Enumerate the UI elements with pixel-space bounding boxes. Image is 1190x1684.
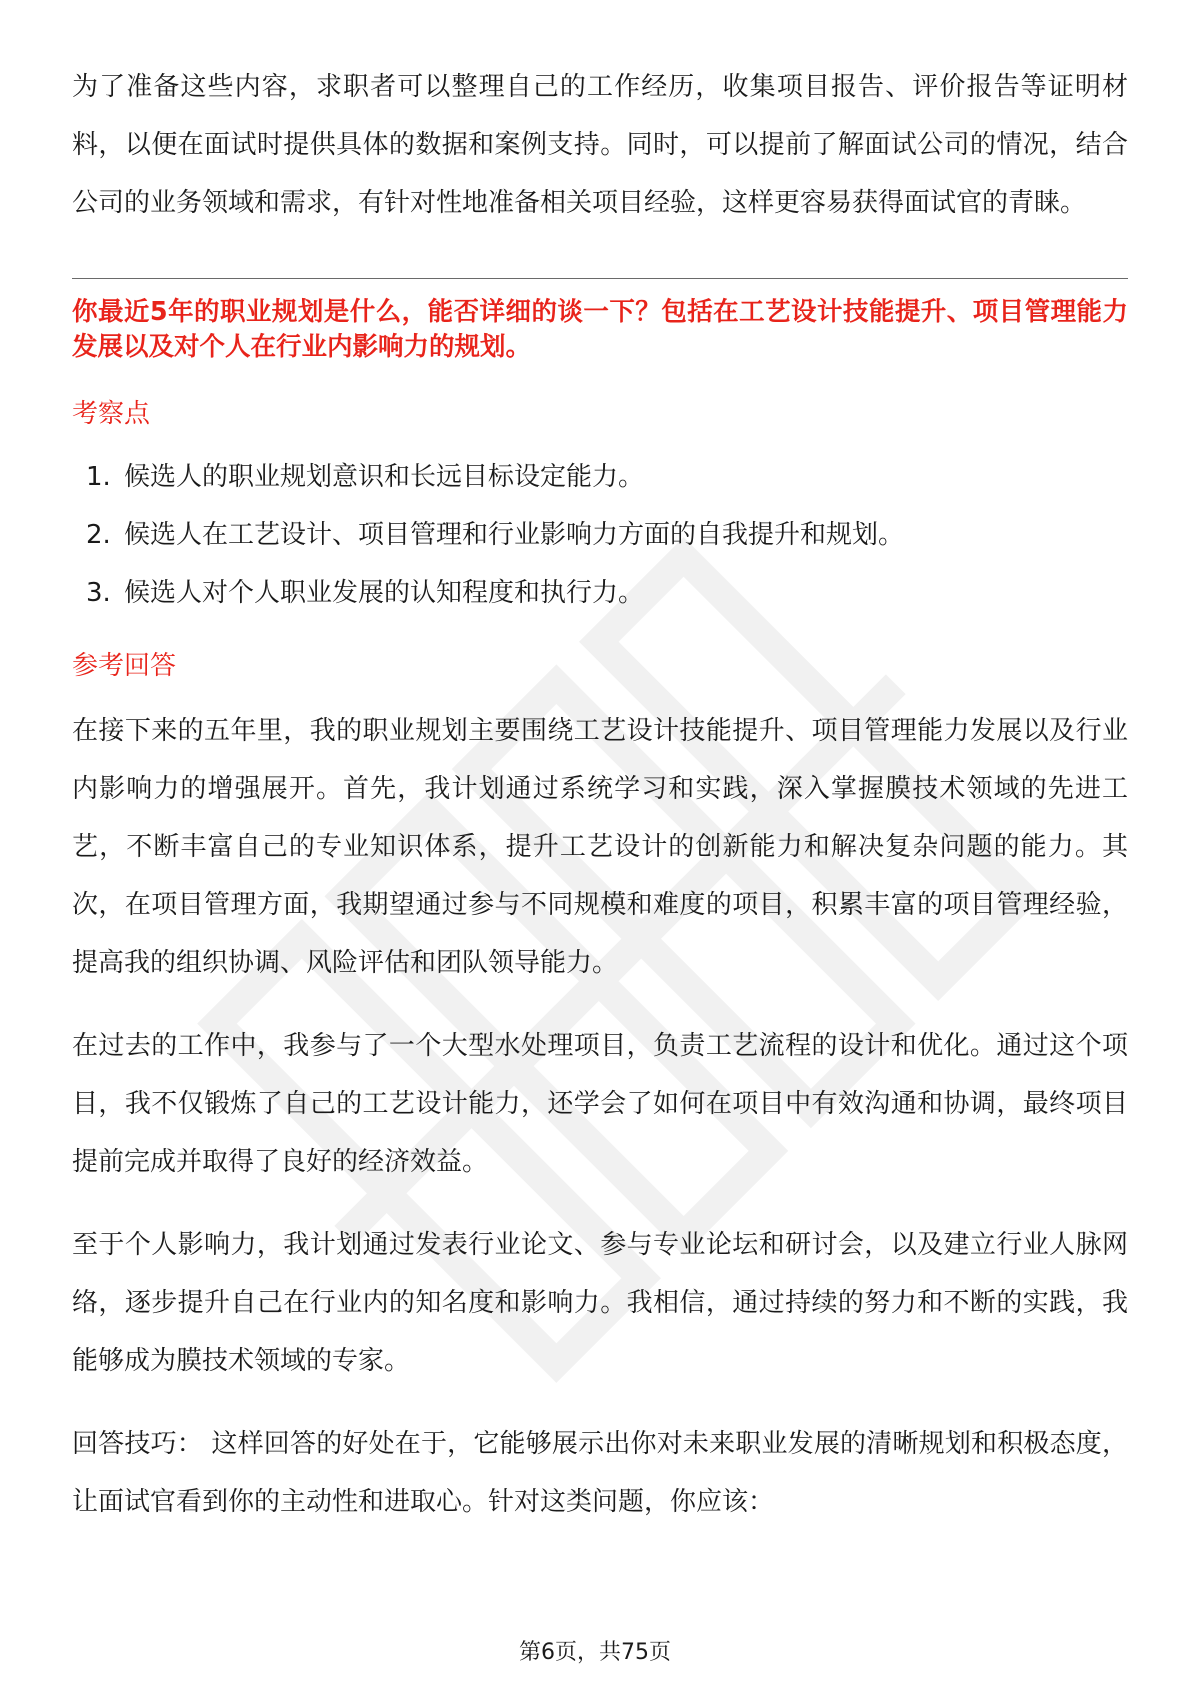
focus-list — [72, 448, 1128, 622]
question-heading: 你最近5年的职业规划是什么，能否详细的谈一下？包括在工艺设计技能提升、项目管理能力发展以及对个人在行业内影响力的规划。 — [72, 297, 1128, 362]
list-item — [86, 564, 1128, 622]
page-content — [72, 58, 1128, 1531]
list-item-text: 候选人在工艺设计、项目管理和行业影响力方面的自我提升和规划。 — [124, 520, 905, 550]
answer-section-title: 参考回答 — [72, 651, 177, 681]
list-item-text: 候选人的职业规划意识和长远目标设定能力。 — [124, 462, 645, 492]
focus-section-title: 考察点 — [72, 399, 151, 429]
list-item-text: 候选人对个人职业发展的认知程度和执行力。 — [124, 578, 645, 608]
answer-paragraph: 在接下来的五年里，我的职业规划主要围绕工艺设计技能提升、项目管理能力发展以及行业内影响力的增强展开。首先，我计划通过系统学习和实践，深入掌握膜技术领域的先进工艺，不断丰富自己的专业知识体系，提升工艺设计的创新能力和解决复杂问题的能力。其次，在项目管理方面，我期望通过参与不同规模和难度的项目，积累丰富的项目管理经验，提高我的组织协调、风险评估和团队领导能力。 — [72, 716, 1128, 978]
list-item — [86, 448, 1128, 506]
answer-paragraph: 至于个人影响力，我计划通过发表行业论文、参与专业论坛和研讨会，以及建立行业人脉网络，逐步提升自己在行业内的知名度和影响力。我相信，通过持续的努力和不断的实践，我能够成为膜技术领域的专家。 — [72, 1230, 1128, 1376]
page-number-footer: 第6页，共75页 — [519, 1640, 671, 1665]
answer-paragraph: 在过去的工作中，我参与了一个大型水处理项目，负责工艺流程的设计和优化。通过这个项目，我不仅锻炼了自己的工艺设计能力，还学会了如何在项目中有效沟通和协调，最终项目提前完成并取得了良好的经济效益。 — [72, 1031, 1128, 1177]
list-item-number: 3. — [86, 578, 111, 608]
list-item — [86, 506, 1128, 564]
intro-paragraph: 为了准备这些内容，求职者可以整理自己的工作经历，收集项目报告、评价报告等证明材料，以便在面试时提供具体的数据和案例支持。同时，可以提前了解面试公司的情况，结合公司的业务领域和需求，有针对性地准备相关项目经验，这样更容易获得面试官的青睐。 — [72, 72, 1128, 218]
list-item-number: 2. — [86, 520, 111, 550]
list-item-number: 1. — [86, 462, 111, 492]
section-divider — [72, 278, 1128, 279]
tips-paragraph: 回答技巧： 这样回答的好处在于，它能够展示出你对未来职业发展的清晰规划和积极态度，让面试官看到你的主动性和进取心。针对这类问题，你应该： — [72, 1429, 1128, 1517]
